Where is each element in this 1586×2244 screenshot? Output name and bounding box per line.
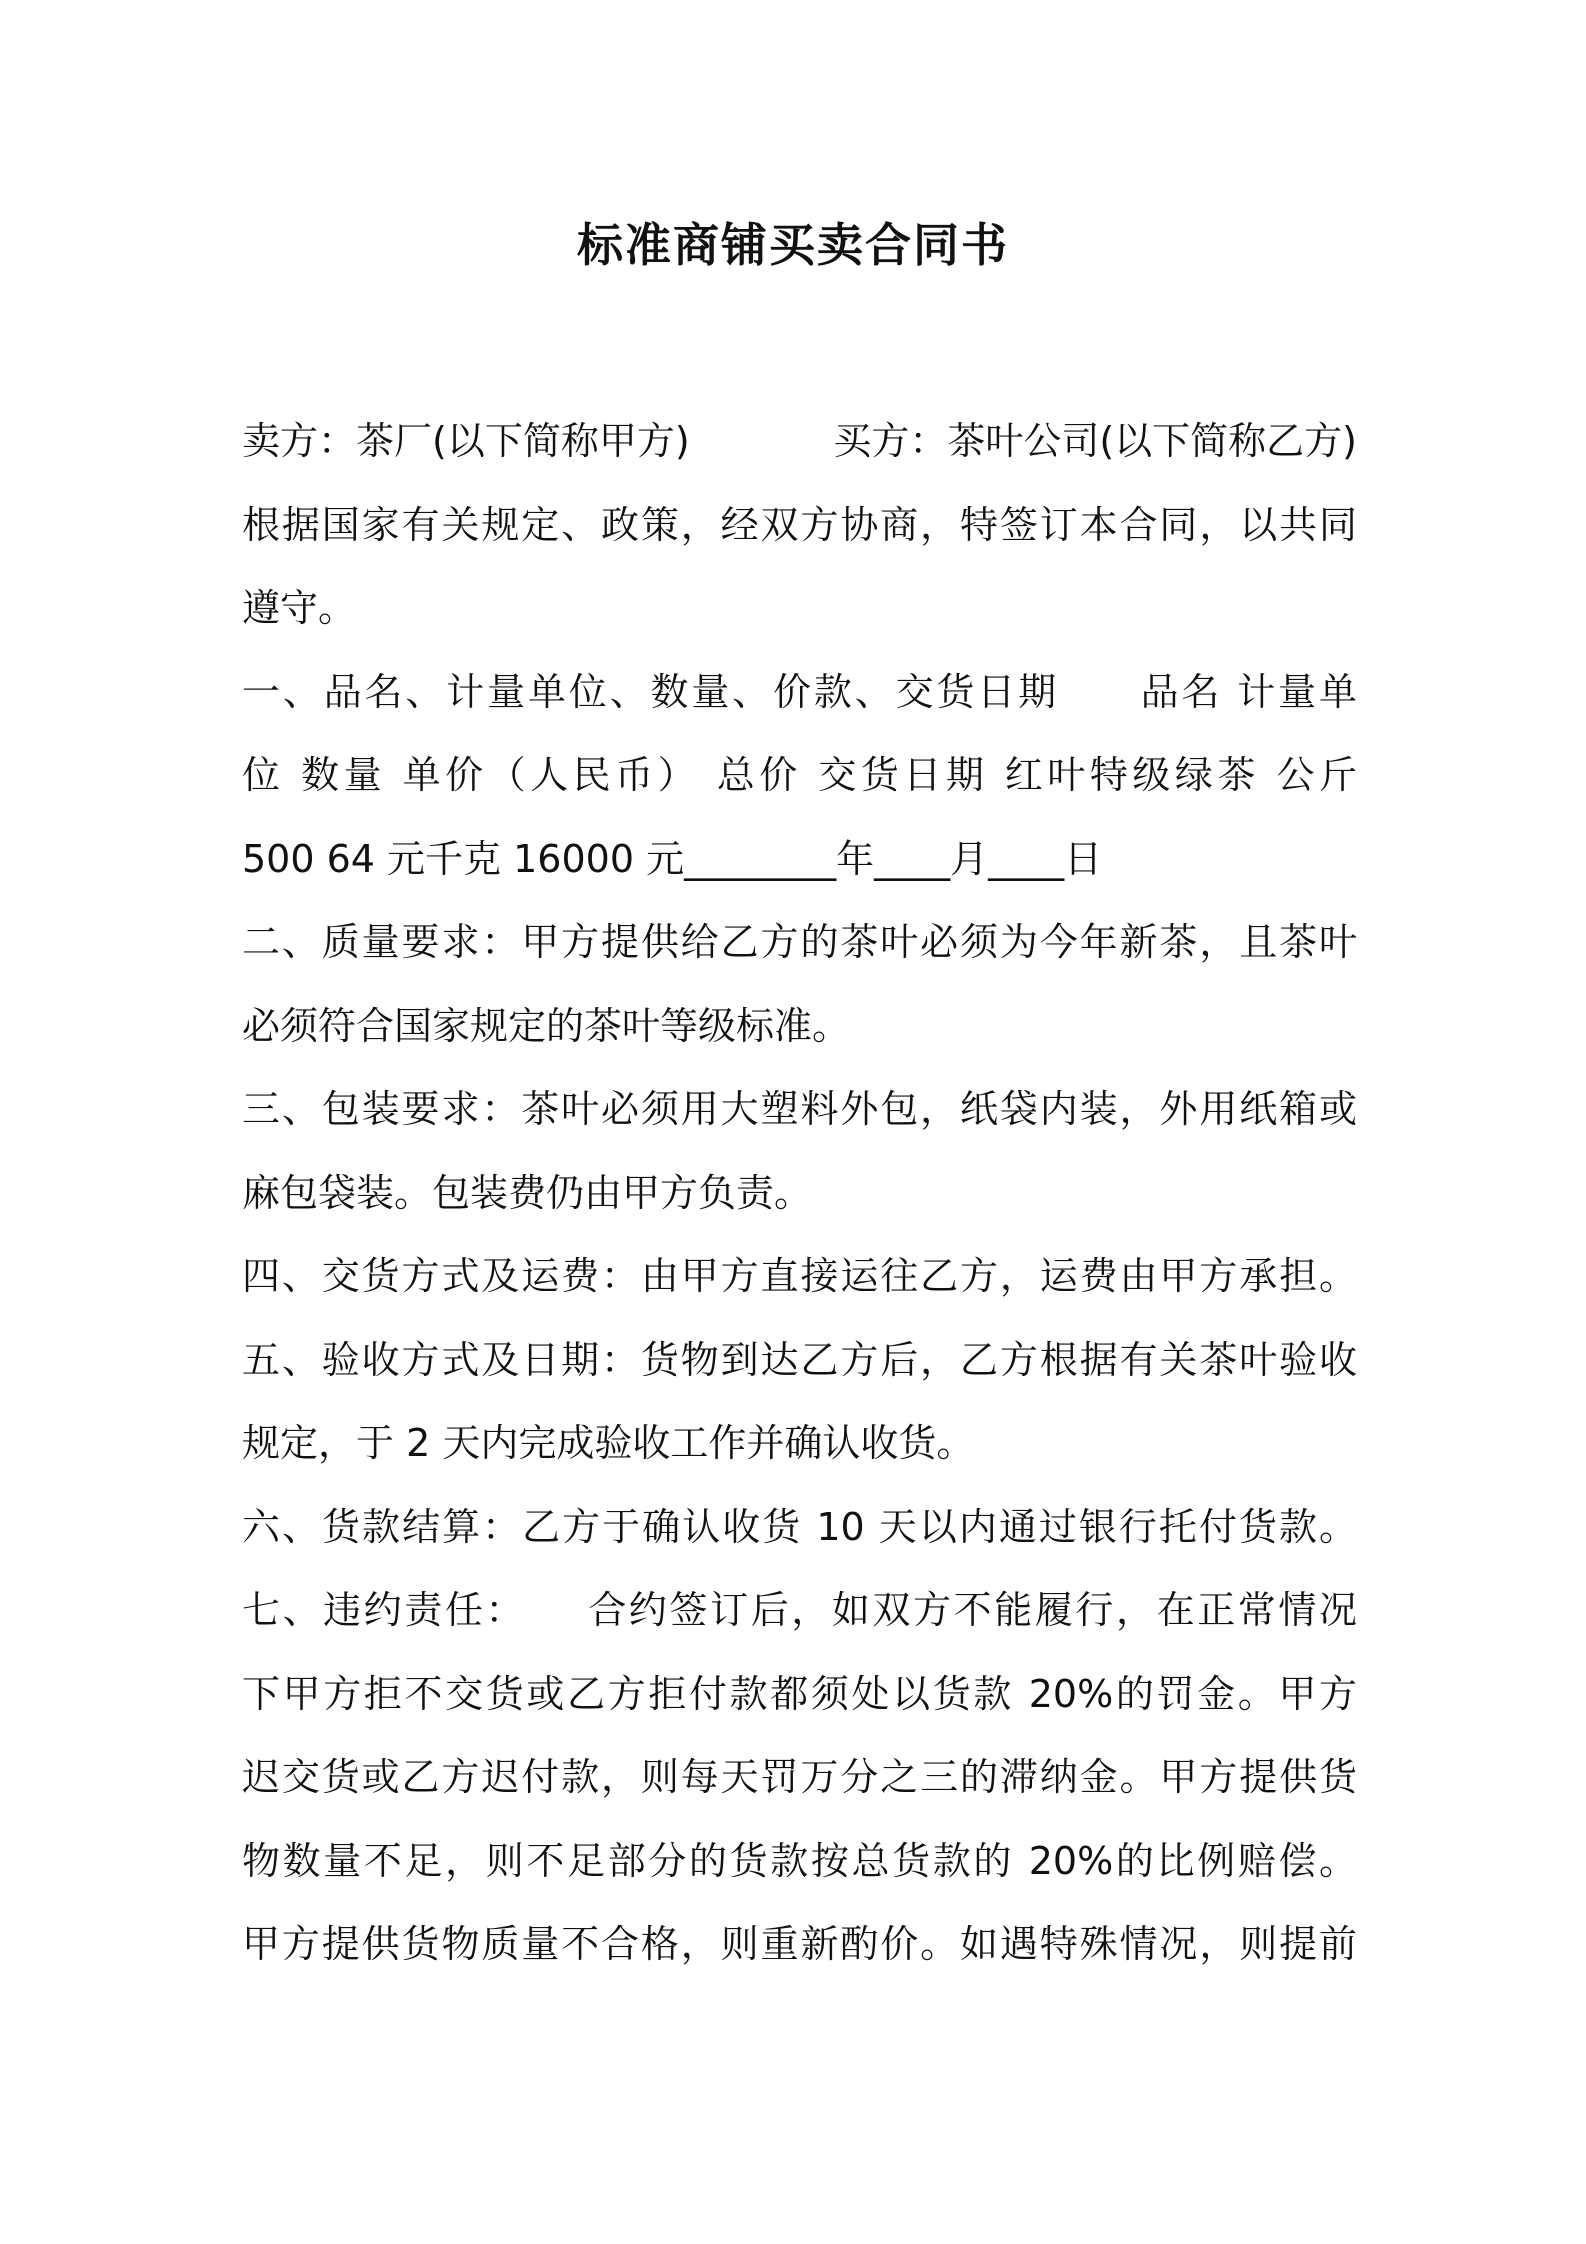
body-line: 七、违约责任： 合约签订后，如双方不能履行，在正常情况 — [242, 1588, 1357, 1632]
body-line: 遵守。 — [242, 586, 357, 630]
parties-line — [242, 400, 1357, 484]
body-line: 四、交货方式及运费：由甲方直接运往乙方，运费由甲方承担。 — [242, 1254, 1357, 1298]
body-line: 位 数量 单价（人民币） 总价 交货日期 红叶特级绿茶 公斤 — [242, 753, 1357, 797]
body-line: 迟交货或乙方迟付款，则每天罚万分之三的滞纳金。甲方提供货 — [242, 1755, 1357, 1799]
body-line: 必须符合国家规定的茶叶等级标准。 — [242, 1003, 851, 1048]
body-line: 500 64 元千克 16000 元________年____月____日 — [242, 836, 1103, 881]
body-line: 三、包装要求：茶叶必须用大塑料外包，纸袋内装，外用纸箱或 — [242, 1087, 1357, 1131]
body-line: 下甲方拒不交货或乙方拒付款都须处以货款 20%的罚金。甲方 — [242, 1671, 1357, 1716]
body-line: 规定，于 2 天内完成验收工作并确认收货。 — [242, 1421, 975, 1465]
body-line: 一、品名、计量单位、数量、价款、交货日期 品名 计量单 — [242, 669, 1357, 714]
body-line: 麻包袋装。包装费仍由甲方负责。 — [242, 1170, 813, 1215]
buyer-text: 买方：茶叶公司(以下简称乙方) — [833, 419, 1357, 463]
body-line: 二、质量要求：甲方提供给乙方的茶叶必须为今年新茶，且茶叶 — [242, 920, 1357, 964]
body-line: 根据国家有关规定、政策，经双方协商，特签订本合同，以共同 — [242, 502, 1357, 547]
document-title: 标准商铺买卖合同书 — [577, 218, 1009, 272]
body-line: 物数量不足，则不足部分的货款按总货款的 20%的比例赔偿。 — [242, 1838, 1357, 1883]
body-line: 甲方提供货物质量不合格，则重新酌价。如遇特殊情况，则提前 — [242, 1922, 1357, 1966]
document-body — [242, 400, 1357, 1987]
body-line: 六、货款结算：乙方于确认收货 10 天以内通过银行托付货款。 — [242, 1504, 1357, 1549]
seller-text: 卖方：茶厂(以下简称甲方) — [242, 419, 690, 463]
body-line: 五、验收方式及日期：货物到达乙方后，乙方根据有关茶叶验收 — [242, 1337, 1357, 1382]
